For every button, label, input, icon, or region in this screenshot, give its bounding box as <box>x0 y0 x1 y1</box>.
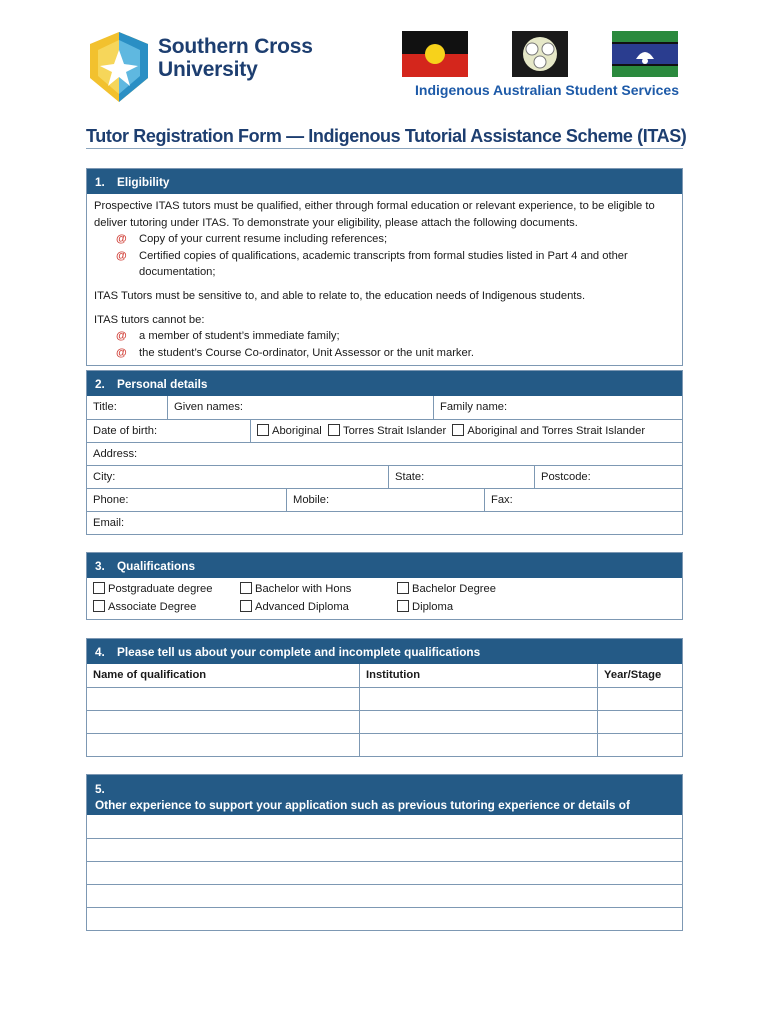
section-number: 4. <box>95 645 105 659</box>
list-item <box>94 248 675 281</box>
bullet-icon: @ <box>116 249 127 262</box>
title-field[interactable] <box>87 396 167 419</box>
table-row <box>87 710 682 733</box>
field-label: Phone: <box>93 494 129 506</box>
bullet-icon: @ <box>116 346 127 359</box>
experience-line[interactable] <box>87 884 682 907</box>
checkbox-label: Bachelor with Hons <box>255 583 352 595</box>
address-field[interactable] <box>87 443 682 465</box>
email-field[interactable] <box>87 512 682 534</box>
qualification-cell[interactable] <box>87 734 359 756</box>
mobile-field[interactable] <box>286 489 484 511</box>
checkbox-label: Associate Degree <box>108 601 197 613</box>
bullet-icon: @ <box>116 330 127 343</box>
section-title: Please tell us about your complete and incomplete qualifications <box>117 645 481 659</box>
university-logo <box>86 30 346 102</box>
torres-strait-islander-checkbox[interactable] <box>328 424 340 436</box>
list-item <box>94 345 675 362</box>
page-header <box>86 26 683 106</box>
qualification-table-section <box>86 638 683 757</box>
section-heading <box>87 169 682 194</box>
flags-row <box>402 31 682 81</box>
field-label: Postcode: <box>541 471 591 483</box>
given-names-field[interactable] <box>167 396 433 419</box>
field-label: Email: <box>93 517 125 529</box>
column-header: Name of qualification <box>93 669 207 681</box>
checkbox-label: Advanced Diploma <box>255 601 349 613</box>
field-label: Date of birth: <box>93 425 158 437</box>
page-title: Tutor Registration Form — Indigenous Tutorial Assistance Scheme (ITAS) <box>86 125 683 149</box>
section-number: 3. <box>95 559 105 573</box>
field-label: Family name: <box>440 401 508 413</box>
list-item-text: the student’s Course Co-ordinator, Unit Assessor or the unit marker. <box>139 346 474 359</box>
bachelor-hons-checkbox[interactable] <box>240 582 252 594</box>
cannot-be-heading: ITAS tutors cannot be: <box>94 313 205 326</box>
bachelor-degree-checkbox[interactable] <box>397 582 409 594</box>
experience-line[interactable] <box>87 907 682 930</box>
field-label: Title: <box>93 401 117 413</box>
section-number: 1. <box>95 175 105 189</box>
field-label: Address: <box>93 448 138 460</box>
institution-cell[interactable] <box>359 711 597 733</box>
checkbox-label: Diploma <box>412 601 454 613</box>
university-name: Southern Cross University <box>158 35 313 81</box>
section-number: 2. <box>95 377 105 391</box>
field-label: Fax: <box>491 494 513 506</box>
section-title: Other experience to support your application such as previous tutoring experience or details of personal referees <box>95 798 630 828</box>
column-header: Year/Stage <box>597 664 682 687</box>
aboriginal-flag-icon <box>402 31 468 77</box>
aboriginal-checkbox[interactable] <box>257 424 269 436</box>
checkbox-label: Aboriginal <box>272 425 322 437</box>
field-label: State: <box>395 471 425 483</box>
list-item-text: Copy of your current resume including references; <box>139 233 388 246</box>
section-heading <box>87 553 682 578</box>
list-item <box>94 231 675 248</box>
eligibility-section <box>86 168 683 366</box>
section-number: 5. <box>95 782 105 796</box>
section-title: Eligibility <box>117 175 170 189</box>
dob-field[interactable] <box>87 420 250 442</box>
personal-details-section <box>86 370 683 535</box>
section-heading <box>87 639 682 664</box>
checkbox-label: Aboriginal and Torres Strait Islander <box>467 425 646 437</box>
qualification-cell[interactable] <box>87 688 359 710</box>
year-cell[interactable] <box>597 711 682 733</box>
institution-cell[interactable] <box>359 734 597 756</box>
city-field[interactable] <box>87 466 388 488</box>
qualification-cell[interactable] <box>87 711 359 733</box>
table-row <box>87 687 682 710</box>
table-row <box>87 733 682 756</box>
diploma-checkbox[interactable] <box>397 600 409 612</box>
advanced-diploma-checkbox[interactable] <box>240 600 252 612</box>
postgraduate-checkbox[interactable] <box>93 582 105 594</box>
sensitivity-text: ITAS Tutors must be sensitive to, and able to relate to, the education needs of Indigenous students. <box>94 289 586 302</box>
list-item-text: Certified copies of qualifications, academic transcripts from formal studies listed in Part 4 and other documentation; <box>139 249 628 279</box>
checkbox-label: Postgraduate degree <box>108 583 213 595</box>
institution-cell[interactable] <box>359 688 597 710</box>
list-item <box>94 328 675 345</box>
checkbox-label: Torres Strait Islander <box>342 425 447 437</box>
both-checkbox[interactable] <box>452 424 464 436</box>
fax-field[interactable] <box>484 489 682 511</box>
field-label: Mobile: <box>293 494 330 506</box>
experience-line[interactable] <box>87 838 682 861</box>
university-crest-icon <box>86 30 152 104</box>
section-heading <box>87 371 682 396</box>
torres-strait-flag-icon <box>612 31 678 77</box>
field-label: City: <box>93 471 116 483</box>
field-label: Given names: <box>174 401 244 413</box>
experience-section <box>86 774 683 931</box>
section-title: Qualifications <box>117 559 196 573</box>
unit-name: Indigenous Australian Student Services <box>415 82 679 98</box>
column-header: Institution <box>359 664 597 687</box>
identity-options <box>250 420 682 442</box>
associate-degree-checkbox[interactable] <box>93 600 105 612</box>
section-heading <box>87 775 682 828</box>
year-cell[interactable] <box>597 688 682 710</box>
eligibility-intro: Prospective ITAS tutors must be qualified, either through formal education or relevant experience, to be eligible to deliver tutoring under ITAS. To demonstrate your eligibility, please attach the following documents. <box>94 200 655 229</box>
checkbox-label: Bachelor Degree <box>412 583 496 595</box>
bullet-icon: @ <box>116 233 127 246</box>
year-cell[interactable] <box>597 734 682 756</box>
qualifications-section <box>86 552 683 620</box>
table-header-row <box>87 664 682 687</box>
section-title: Personal details <box>117 377 208 391</box>
phone-field[interactable] <box>87 489 286 511</box>
emblem-flag-icon <box>512 31 568 77</box>
state-field[interactable] <box>388 466 534 488</box>
experience-line[interactable] <box>87 861 682 884</box>
family-name-field[interactable] <box>433 396 682 419</box>
postcode-field[interactable] <box>534 466 682 488</box>
list-item-text: a member of student’s immediate family; <box>139 330 340 343</box>
